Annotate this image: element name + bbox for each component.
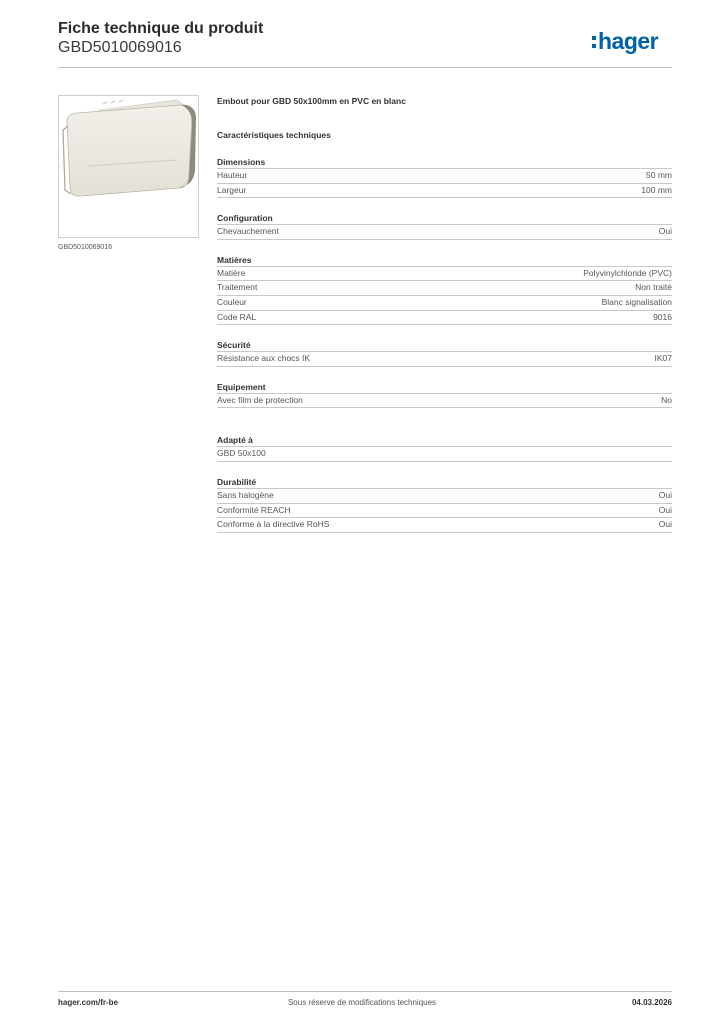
spec-value: Oui — [658, 519, 672, 530]
spec-label: Chevauchement — [217, 226, 279, 237]
group-title: Equipement — [217, 381, 266, 392]
spec-row — [217, 393, 672, 409]
spec-label: Hauteur — [217, 170, 248, 180]
spec-value: Blanc signalisation — [601, 296, 672, 307]
spec-row — [217, 224, 672, 240]
spec-group-sustainability — [217, 476, 672, 533]
group-title: Adapté à — [217, 435, 253, 446]
spec-row — [217, 351, 672, 367]
footer-notice: Sous réserve de modifications techniques — [287, 998, 437, 1007]
group-title: Durabilité — [217, 476, 257, 487]
spec-group-dimensions — [217, 156, 672, 198]
spec-label: Matière — [217, 267, 246, 278]
spec-value: Non traité — [635, 282, 672, 293]
footer-website-link[interactable]: hager.com/fr-be — [58, 998, 119, 1007]
product-reference: GBD5010069016 — [58, 39, 182, 56]
spec-label: Traitement — [217, 282, 258, 293]
spec-label: Avec film de protection — [217, 394, 303, 405]
specs-heading: Caractéristiques techniques — [217, 130, 331, 140]
spec-row — [217, 280, 672, 295]
spec-group-compatible — [217, 434, 672, 462]
spec-row — [217, 183, 672, 199]
spec-value: 9016 — [653, 311, 672, 322]
product-description: Embout pour GBD 50x100mm en PVC en blanc — [217, 96, 406, 106]
product-end-cap-illustration — [59, 96, 198, 237]
spec-row — [217, 266, 672, 281]
spec-row — [217, 488, 672, 503]
spec-label: Sans halogène — [217, 489, 274, 500]
spec-label: Code RAL — [217, 311, 257, 322]
hager-logo[interactable] — [592, 28, 658, 55]
spec-sheet — [217, 96, 672, 547]
spec-row — [217, 168, 672, 183]
group-title: Matières — [217, 254, 252, 265]
image-caption: GBD5010069016 — [58, 244, 113, 251]
spec-value: Oui — [658, 489, 672, 500]
spec-label: Conformité REACH — [217, 504, 291, 515]
spec-value: Oui — [658, 226, 672, 237]
spec-label: Largeur — [217, 184, 247, 195]
spec-group-safety — [217, 339, 672, 367]
spec-value: 100 mm — [641, 184, 672, 195]
spec-value: 50 mm — [646, 170, 672, 180]
logo-text: hager — [598, 28, 659, 54]
spec-label: GBD 50x100 — [217, 448, 266, 459]
product-image — [58, 95, 199, 238]
spec-row — [217, 446, 672, 462]
spec-value: Polyvinylchloride (PVC) — [583, 267, 672, 278]
page-title: Fiche technique du produit — [58, 20, 264, 37]
spec-group-configuration — [217, 212, 672, 240]
group-title: Configuration — [217, 213, 273, 224]
spec-value: No — [661, 394, 672, 405]
spec-value: IK07 — [654, 353, 672, 364]
spec-label: Résistance aux chocs IK — [217, 353, 311, 364]
group-title: Dimensions — [217, 157, 266, 167]
footer-date: 04.03.2026 — [631, 998, 672, 1007]
spec-row — [217, 517, 672, 533]
spec-row — [217, 310, 672, 326]
spec-value: Oui — [658, 504, 672, 515]
spec-group-equipment — [217, 381, 672, 409]
spec-label: Couleur — [217, 296, 247, 307]
spec-row — [217, 295, 672, 310]
group-title: Sécurité — [217, 340, 251, 351]
footer-divider — [58, 991, 672, 992]
spec-label: Conforme à la directive RoHS — [217, 519, 330, 530]
spec-group-materials — [217, 254, 672, 325]
header-divider — [58, 67, 672, 68]
logo-colon-icon — [592, 34, 596, 50]
spec-row — [217, 503, 672, 518]
